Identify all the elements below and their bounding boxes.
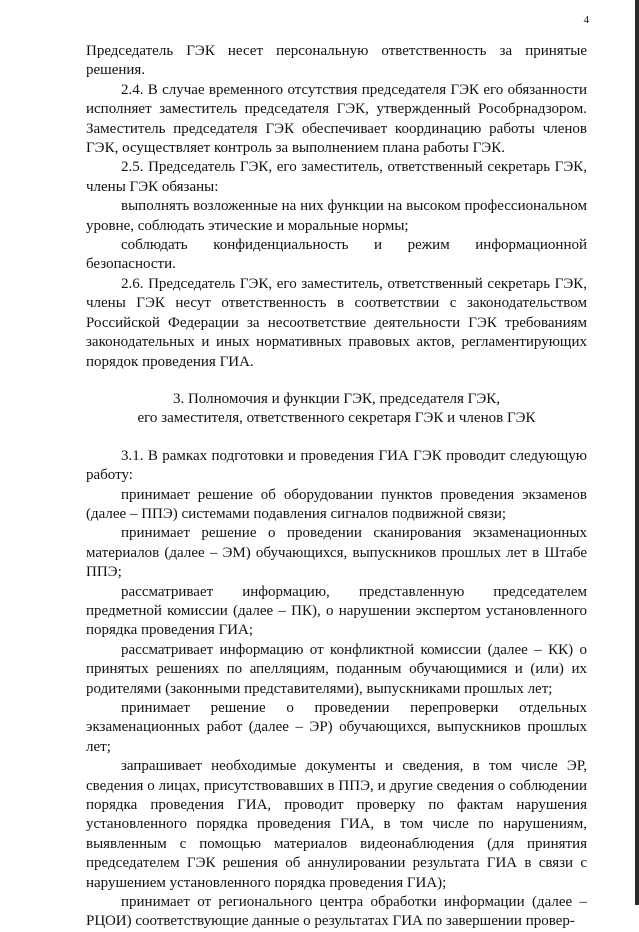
- paragraph: принимает от регионального центра обработки информации (далее – РЦОИ) соответствующие данные о результатах ГИА по завершении провер-: [86, 894, 587, 930]
- paragraph: рассматривает информацию от конфликтной комиссии (далее – КК) о принятых решениях по апелляциям, поданным обучающимися и (или) их родителями (законными представителями), выпускниками прошлых лет;: [86, 641, 587, 697]
- page-number: 4: [583, 14, 589, 26]
- paragraph: 2.4. В случае временного отсутствия председателя ГЭК его обязанности исполняет заместитель председателя ГЭК, утвержденный Рособрнадзором. Заместитель председателя ГЭК обеспечивает координацию работы членов ГЭК, осуществляет контроль за выполнением плана работы ГЭК.: [86, 81, 587, 157]
- paragraph: Председатель ГЭК несет персональную ответственность за принятые решения.: [86, 43, 587, 79]
- paragraph: запрашивает необходимые документы и сведения, в том числе ЭР, сведения о лицах, присутствовавших в ППЭ, и другие сведения о соблюдении порядка проведения ГИА, проводит проверку по фактам нарушения установленного порядка проведения ГИА, в том числе по нарушениям, выявленным с помощью материалов видеонаблюдения (для принятия председателем ГЭК решения об аннулировании результата ГИА в связи с нарушением установленного порядка проведения ГИА);: [86, 758, 587, 891]
- paragraph: принимает решение о проведении перепроверки отдельных экзаменационных работ (далее – ЭР) обучающихся, выпускников прошлых лет;: [86, 700, 587, 755]
- paragraph: 2.5. Председатель ГЭК, его заместитель, ответственный секретарь ГЭК, члены ГЭК обязаны:: [86, 159, 587, 195]
- body-text-bottom: [86, 447, 587, 932]
- scan-edge: [635, 0, 639, 905]
- paragraph: 3.1. В рамках подготовки и проведения ГИА ГЭК проводит следующую работу:: [86, 447, 587, 484]
- body-text-top: [86, 42, 587, 372]
- paragraph: принимает решение об оборудовании пунктов проведения экзаменов (далее – ППЭ) системами подавления сигналов подвижной связи;: [86, 486, 587, 522]
- paragraph: выполнять возложенные на них функции на высоком профессиональном уровне, соблюдать этические и моральные нормы;: [86, 198, 587, 234]
- section-heading: [86, 390, 587, 429]
- paragraph: 2.6. Председатель ГЭК, его заместитель, ответственный секретарь ГЭК, члены ГЭК несут ответственность в соответствии с законодательством Российской Федерации за несоответствие деятельности ГЭК требованиям законодательных и иных нормативных правовых актов, регламентирующих порядок проведения ГИА.: [86, 275, 587, 370]
- paragraph: соблюдать конфиденциальность и режим информационной безопасности.: [86, 237, 587, 273]
- paragraph: принимает решение о проведении сканирования экзаменационных материалов (далее – ЭМ) обучающихся, выпускников прошлых лет в Штабе ППЭ;: [86, 525, 587, 581]
- paragraph: рассматривает информацию, представленную председателем предметной комиссии (далее – ПК), о нарушении экспертом установленного порядка проведения ГИА;: [86, 583, 587, 639]
- section-heading-line-2: его заместителя, ответственного секретаря ГЭК и членов ГЭК: [137, 410, 536, 427]
- section-heading-line-1: 3. Полномочия и функции ГЭК, председателя ГЭК,: [172, 390, 501, 407]
